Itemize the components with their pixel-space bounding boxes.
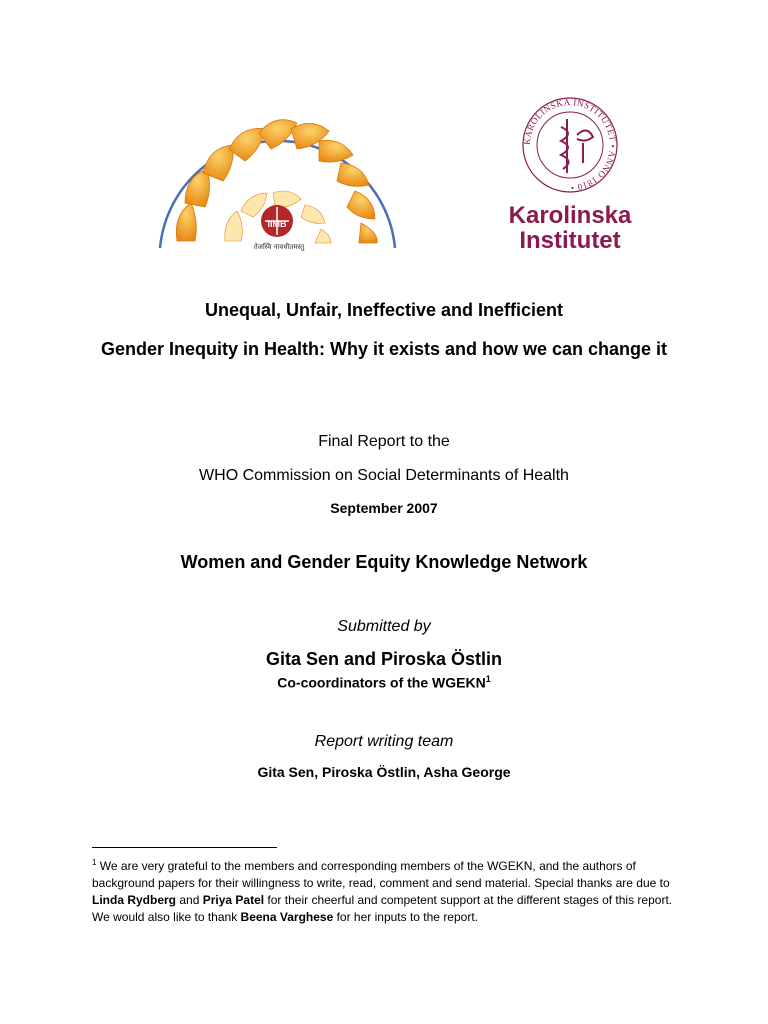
ki-name-line2: Institutet [519, 227, 621, 254]
title-line-2: Gender Inequity in Health: Why it exists and how we can change it [100, 339, 668, 359]
ki-ring-text: KAROLINSKA INSTITUTET • ANNO 1810 • [521, 96, 619, 194]
logos-area [0, 95, 768, 255]
team-members: Gita Sen, Piroska Östlin, Asha George [257, 764, 511, 780]
iimb-logo [155, 103, 400, 253]
footnote-and: and [176, 893, 203, 907]
footnote-mark: 1 [92, 858, 97, 867]
footnote-text-1: We are very grateful to the members and corresponding members of the WGEKN, and the authors of background papers for their willingness to write, read, comment and send material. Special thanks are due to [92, 859, 670, 890]
footnote-name-3: Beena Varghese [240, 910, 334, 924]
final-report-label: Final Report to the [318, 433, 450, 450]
authors: Gita Sen and Piroska Östlin [265, 649, 503, 669]
footnote-name-2: Priya Patel [202, 893, 265, 907]
ki-name-line1: Karolinska [508, 202, 632, 229]
commission-name: WHO Commission on Social Determinants of Health [199, 467, 569, 484]
karolinska-logo [505, 95, 635, 255]
footnote-text-3: for her inputs to the report. [333, 910, 478, 924]
iimb-text: IIMB [267, 219, 287, 229]
footnote-ref: 1 [485, 674, 491, 684]
submitted-by-label: Submitted by [337, 618, 431, 635]
footnote [92, 854, 692, 926]
team-label: Report writing team [314, 733, 454, 750]
coordinators-line [0, 674, 768, 691]
iimb-tagline: तेजस्वि नावधीतमस्तु [253, 243, 305, 251]
network-name: Women and Gender Equity Knowledge Network [180, 552, 588, 572]
footnote-divider [92, 847, 277, 848]
aesculapius-icon [561, 119, 593, 173]
footnote-text-2: for their cheerful and competent support at the different stages of this report. We would also like to thank [92, 893, 673, 924]
coordinators-text: Co-coordinators of the WGEKN [277, 674, 486, 691]
footnote-name-1: Linda Rydberg [92, 893, 177, 907]
report-date: September 2007 [330, 500, 438, 516]
title-line-1: Unequal, Unfair, Ineffective and Inefficient [204, 300, 564, 320]
